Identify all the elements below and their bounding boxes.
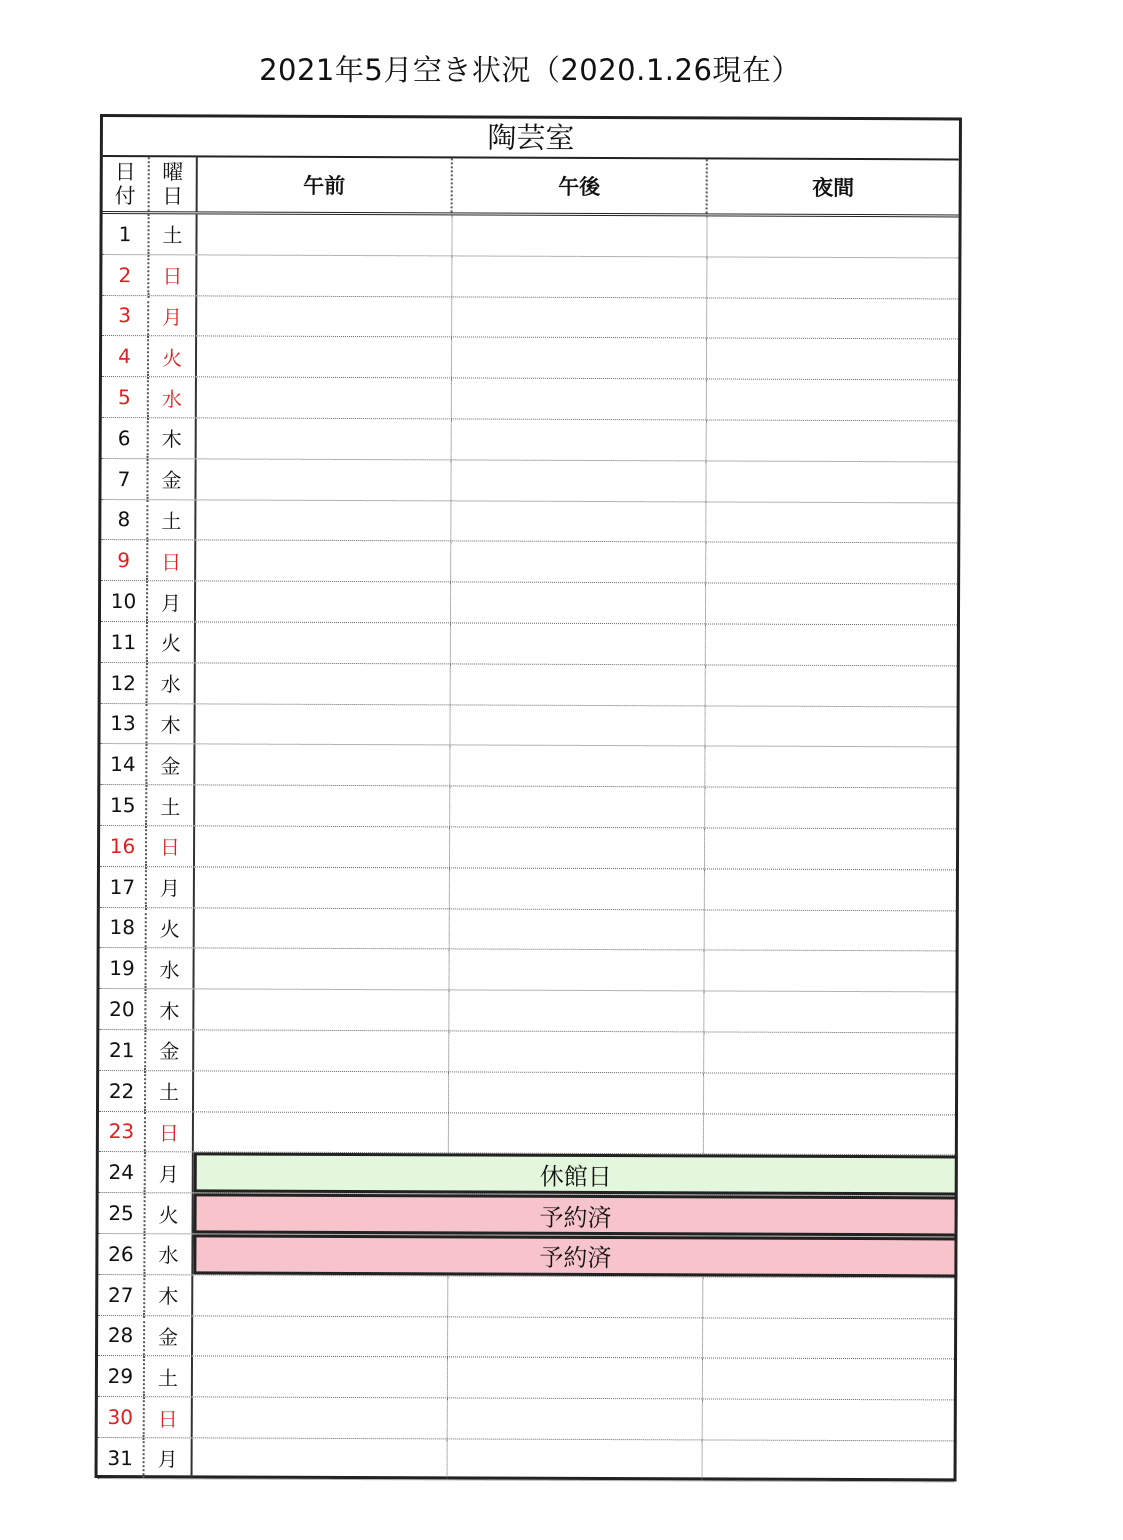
weekday-cell: 金 bbox=[145, 1316, 193, 1356]
weekday-cell: 水 bbox=[145, 1234, 193, 1274]
table-row bbox=[101, 459, 957, 503]
afternoon-slot bbox=[451, 501, 706, 542]
evening-slot bbox=[704, 1114, 955, 1155]
header-evening: 夜間 bbox=[812, 175, 855, 201]
evening-slot bbox=[706, 624, 957, 665]
afternoon-slot bbox=[451, 542, 706, 583]
header-date bbox=[103, 157, 150, 211]
table-row bbox=[100, 867, 956, 911]
table-row bbox=[101, 540, 957, 584]
room-name: 陶芸室 bbox=[103, 117, 959, 160]
table-row bbox=[100, 908, 956, 952]
date-cell: 5 bbox=[102, 377, 149, 417]
date-cell: 28 bbox=[98, 1316, 145, 1356]
table-row bbox=[100, 826, 956, 870]
closed-day-cell: 休館日 bbox=[194, 1153, 958, 1196]
table-row bbox=[102, 377, 958, 421]
morning-slot bbox=[195, 745, 450, 786]
weekday-cell: 日 bbox=[148, 541, 196, 581]
table-row bbox=[98, 1397, 954, 1441]
date-cell: 17 bbox=[100, 867, 147, 907]
afternoon-slot bbox=[448, 1399, 703, 1440]
date-cell: 3 bbox=[102, 296, 149, 336]
weekday-cell: 木 bbox=[147, 704, 195, 744]
header-date-top: 日 bbox=[114, 160, 136, 185]
date-cell: 22 bbox=[99, 1071, 146, 1111]
weekday-cell: 月 bbox=[148, 581, 196, 621]
weekday-cell: 水 bbox=[148, 663, 196, 703]
weekday-cell: 土 bbox=[148, 500, 196, 540]
evening-slot bbox=[707, 257, 958, 298]
table-row bbox=[101, 622, 957, 666]
date-cell: 25 bbox=[99, 1193, 146, 1233]
afternoon-slot bbox=[449, 991, 704, 1032]
date-cell: 30 bbox=[98, 1397, 145, 1437]
morning-slot bbox=[194, 949, 449, 990]
afternoon-slot bbox=[452, 297, 707, 338]
morning-slot bbox=[197, 418, 452, 459]
evening-slot bbox=[703, 1400, 954, 1441]
evening-slot bbox=[704, 1032, 955, 1073]
afternoon-slot bbox=[450, 787, 705, 828]
weekday-cell: 土 bbox=[146, 1071, 194, 1111]
morning-slot bbox=[194, 990, 449, 1031]
morning-slot bbox=[196, 500, 451, 541]
afternoon-slot bbox=[449, 1072, 704, 1113]
date-cell: 12 bbox=[101, 663, 148, 703]
date-cell: 18 bbox=[100, 908, 147, 948]
date-cell: 27 bbox=[98, 1275, 145, 1315]
date-cell: 26 bbox=[98, 1234, 145, 1274]
weekday-cell: 月 bbox=[149, 296, 197, 336]
weekday-cell: 金 bbox=[148, 459, 196, 499]
date-cell: 10 bbox=[101, 581, 148, 621]
table-row bbox=[98, 1438, 954, 1482]
morning-slot bbox=[196, 459, 451, 500]
morning-slot bbox=[196, 663, 451, 704]
date-cell: 21 bbox=[99, 1030, 146, 1070]
afternoon-slot bbox=[450, 868, 705, 909]
afternoon-slot bbox=[448, 1276, 703, 1317]
date-cell: 6 bbox=[102, 418, 149, 458]
afternoon-slot bbox=[452, 256, 707, 297]
evening-slot bbox=[707, 420, 958, 461]
evening-slot bbox=[705, 828, 956, 869]
morning-slot bbox=[193, 1398, 448, 1439]
table-row bbox=[100, 704, 956, 748]
weekday-cell: 火 bbox=[146, 1193, 194, 1233]
evening-slot bbox=[707, 298, 958, 339]
morning-slot bbox=[193, 1357, 448, 1398]
morning-slot bbox=[195, 704, 450, 745]
evening-slot bbox=[703, 1277, 954, 1318]
table-row bbox=[99, 1071, 955, 1115]
evening-slot bbox=[705, 910, 956, 951]
afternoon-slot bbox=[450, 827, 705, 868]
weekday-cell: 日 bbox=[146, 1112, 194, 1152]
afternoon-slot bbox=[452, 215, 707, 256]
evening-slot bbox=[704, 992, 955, 1033]
table-row bbox=[99, 948, 955, 992]
weekday-cell: 火 bbox=[148, 622, 196, 662]
morning-slot bbox=[194, 1030, 449, 1071]
afternoon-slot bbox=[451, 664, 706, 705]
morning-slot bbox=[196, 582, 451, 623]
table-row bbox=[100, 785, 956, 829]
weekday-cell: 日 bbox=[149, 255, 197, 295]
date-cell: 9 bbox=[101, 540, 148, 580]
afternoon-slot bbox=[450, 909, 705, 950]
morning-slot bbox=[193, 1438, 448, 1479]
morning-slot bbox=[195, 826, 450, 867]
evening-slot bbox=[706, 543, 957, 584]
date-cell: 13 bbox=[100, 704, 147, 744]
morning-slot bbox=[195, 786, 450, 827]
afternoon-slot bbox=[450, 705, 705, 746]
weekday-cell: 金 bbox=[147, 745, 195, 785]
table-row bbox=[102, 418, 958, 462]
table-row bbox=[99, 1193, 955, 1237]
date-cell: 15 bbox=[100, 785, 147, 825]
weekday-cell: 月 bbox=[146, 1153, 194, 1193]
weekday-cell: 木 bbox=[146, 989, 194, 1029]
weekday-cell: 土 bbox=[145, 1357, 193, 1397]
evening-slot bbox=[703, 1440, 954, 1481]
table-row bbox=[100, 744, 956, 788]
table-row bbox=[99, 989, 955, 1033]
afternoon-slot bbox=[449, 1031, 704, 1072]
date-cell: 16 bbox=[100, 826, 147, 866]
afternoon-slot bbox=[448, 1358, 703, 1399]
afternoon-slot bbox=[452, 338, 707, 379]
morning-slot bbox=[196, 622, 451, 663]
weekday-cell: 火 bbox=[147, 908, 195, 948]
afternoon-slot bbox=[449, 1113, 704, 1154]
header-pm: 午後 bbox=[453, 158, 708, 213]
header-dow-bottom: 日 bbox=[162, 184, 184, 209]
evening-slot bbox=[703, 1359, 954, 1400]
evening-slot bbox=[706, 502, 957, 543]
weekday-cell: 金 bbox=[146, 1030, 194, 1070]
evening-slot bbox=[704, 1073, 955, 1114]
table-header-row bbox=[103, 157, 959, 217]
morning-slot bbox=[197, 214, 452, 255]
date-cell: 1 bbox=[102, 214, 149, 254]
evening-slot bbox=[705, 869, 956, 910]
weekday-cell: 火 bbox=[149, 337, 197, 377]
morning-slot bbox=[197, 296, 452, 337]
date-cell: 19 bbox=[99, 948, 146, 988]
morning-slot bbox=[197, 378, 452, 419]
table-row bbox=[98, 1316, 954, 1360]
table-row bbox=[98, 1275, 954, 1319]
afternoon-slot bbox=[449, 950, 704, 991]
morning-slot bbox=[195, 867, 450, 908]
afternoon-slot bbox=[452, 379, 707, 420]
date-cell: 23 bbox=[99, 1112, 146, 1152]
afternoon-slot bbox=[450, 746, 705, 787]
morning-slot bbox=[193, 1316, 448, 1357]
evening-slot bbox=[707, 339, 958, 380]
table-row bbox=[102, 214, 958, 258]
afternoon-slot bbox=[448, 1317, 703, 1358]
evening-slot bbox=[704, 951, 955, 992]
table-row bbox=[99, 1152, 955, 1196]
table-row bbox=[102, 336, 958, 380]
table-row bbox=[102, 255, 958, 299]
afternoon-slot bbox=[451, 460, 706, 501]
availability-table bbox=[95, 114, 962, 1481]
table-row bbox=[101, 663, 957, 707]
table-row bbox=[99, 1112, 955, 1156]
date-cell: 8 bbox=[101, 500, 148, 540]
evening-slot bbox=[707, 380, 958, 421]
evening-slot bbox=[706, 665, 957, 706]
afternoon-slot bbox=[451, 623, 706, 664]
morning-slot bbox=[193, 1275, 448, 1316]
weekday-cell: 土 bbox=[149, 214, 197, 254]
date-cell: 20 bbox=[99, 989, 146, 1029]
date-cell: 24 bbox=[99, 1152, 146, 1192]
afternoon-slot bbox=[451, 583, 706, 624]
evening-slot bbox=[705, 747, 956, 788]
table-row bbox=[102, 296, 958, 340]
weekday-cell: 月 bbox=[145, 1438, 193, 1478]
morning-slot bbox=[196, 541, 451, 582]
date-cell: 7 bbox=[101, 459, 148, 499]
table-row bbox=[98, 1234, 954, 1278]
evening-slot bbox=[706, 584, 957, 625]
weekday-cell: 月 bbox=[147, 867, 195, 907]
morning-slot bbox=[194, 1071, 449, 1112]
afternoon-slot bbox=[452, 419, 707, 460]
evening-slot bbox=[706, 461, 957, 502]
table-row bbox=[101, 500, 957, 544]
evening-slot bbox=[707, 216, 958, 257]
table-row bbox=[99, 1030, 955, 1074]
weekday-cell: 木 bbox=[145, 1275, 193, 1315]
header-dow bbox=[150, 157, 198, 211]
weekday-cell: 水 bbox=[149, 377, 197, 417]
header-dow-top: 曜 bbox=[162, 160, 184, 185]
page-title: 2021年5月空き状況（2020.1.26現在） bbox=[259, 53, 801, 87]
table-row bbox=[98, 1356, 954, 1400]
table-row bbox=[101, 581, 957, 625]
evening-slot bbox=[705, 788, 956, 829]
header-date-bottom: 付 bbox=[114, 184, 136, 209]
evening-slot bbox=[705, 706, 956, 747]
date-cell: 31 bbox=[98, 1438, 145, 1478]
date-cell: 29 bbox=[98, 1356, 145, 1396]
booked-cell: 予約済 bbox=[193, 1234, 957, 1277]
weekday-cell: 日 bbox=[145, 1397, 193, 1437]
date-cell: 4 bbox=[102, 336, 149, 376]
weekday-cell: 木 bbox=[149, 418, 197, 458]
evening-slot bbox=[703, 1318, 954, 1359]
afternoon-slot bbox=[448, 1439, 703, 1480]
date-cell: 14 bbox=[100, 744, 147, 784]
morning-slot bbox=[195, 908, 450, 949]
date-cell: 2 bbox=[102, 255, 149, 295]
date-cell: 11 bbox=[101, 622, 148, 662]
booked-cell: 予約済 bbox=[194, 1194, 958, 1237]
header-am: 午前 bbox=[198, 157, 453, 212]
morning-slot bbox=[194, 1112, 449, 1153]
weekday-cell: 土 bbox=[147, 785, 195, 825]
weekday-cell: 水 bbox=[146, 949, 194, 989]
morning-slot bbox=[197, 337, 452, 378]
weekday-cell: 日 bbox=[147, 826, 195, 866]
morning-slot bbox=[197, 255, 452, 296]
